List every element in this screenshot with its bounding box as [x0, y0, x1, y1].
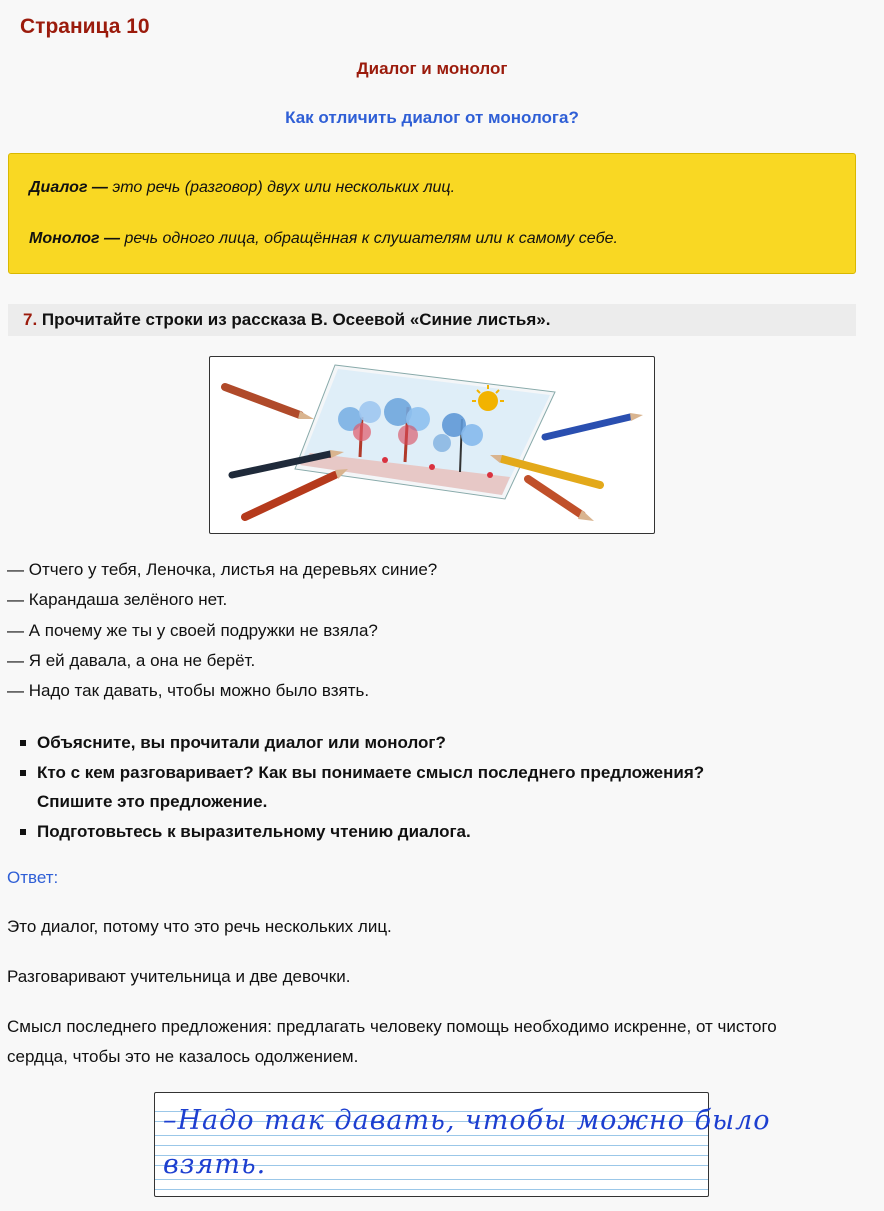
- answer-paragraph: Смысл последнего предложения: предлагать человеку помощь необходимо искренне, от чистого сердца, чтобы это не казалось одолжением.: [7, 1017, 777, 1066]
- dialog-line: — Карандаша зелёного нет.: [7, 590, 228, 609]
- bullet-square-icon: [20, 770, 26, 776]
- dialog-term: Диалог —: [29, 179, 108, 196]
- bullet-square-icon: [20, 829, 26, 835]
- question-item: Подготовьтесь к выразительному чтению диалога.: [37, 822, 471, 841]
- monolog-term: Монолог —: [29, 230, 121, 247]
- dialog-line: — А почему же ты у своей подружки не взяла?: [7, 621, 378, 640]
- handwriting-line: взять.: [163, 1149, 267, 1180]
- monolog-definition: [29, 230, 618, 248]
- answer-paragraph: Разговаривают учительница и две девочки.: [7, 967, 351, 986]
- task-text: Прочитайте строки из рассказа В. Осеевой «Синие листья».: [41, 310, 551, 329]
- dialog-line: — Я ей давала, а она не берёт.: [7, 651, 256, 670]
- drawing-with-pencils-image: [210, 357, 654, 533]
- handwriting-copybook: [154, 1092, 771, 1197]
- page-title: Страница 10: [20, 15, 150, 38]
- dialog-line: — Надо так давать, чтобы можно было взять.: [7, 681, 370, 700]
- question-item: Объясните, вы прочитали диалог или монолог?: [37, 733, 446, 752]
- illustration: [209, 356, 655, 534]
- question-item: Кто с кем разговаривает? Как вы понимаете смысл последнего предложения?: [37, 763, 705, 782]
- question-item-continued: Спишите это предложение.: [37, 792, 268, 811]
- section-title: Диалог и монолог: [356, 59, 508, 78]
- question-title: Как отличить диалог от монолога?: [285, 108, 579, 127]
- dialog-def-text: это речь (разговор) двух или нескольких лиц.: [107, 179, 456, 196]
- dialog-line: — Отчего у тебя, Леночка, листья на деревьях синие?: [7, 560, 438, 579]
- handwriting-line: –Надо так давать, чтобы можно было: [163, 1105, 771, 1136]
- rule-box: [8, 153, 856, 274]
- monolog-def-text: речь одного лица, обращённая к слушателям или к самому себе.: [120, 230, 618, 247]
- bullet-square-icon: [20, 740, 26, 746]
- dialog-definition: [29, 179, 455, 197]
- answer-paragraph: Это диалог, потому что это речь нескольких лиц.: [7, 917, 392, 936]
- task-header: [8, 304, 856, 336]
- task-number: 7.: [23, 310, 38, 329]
- answer-label: Ответ:: [7, 868, 59, 887]
